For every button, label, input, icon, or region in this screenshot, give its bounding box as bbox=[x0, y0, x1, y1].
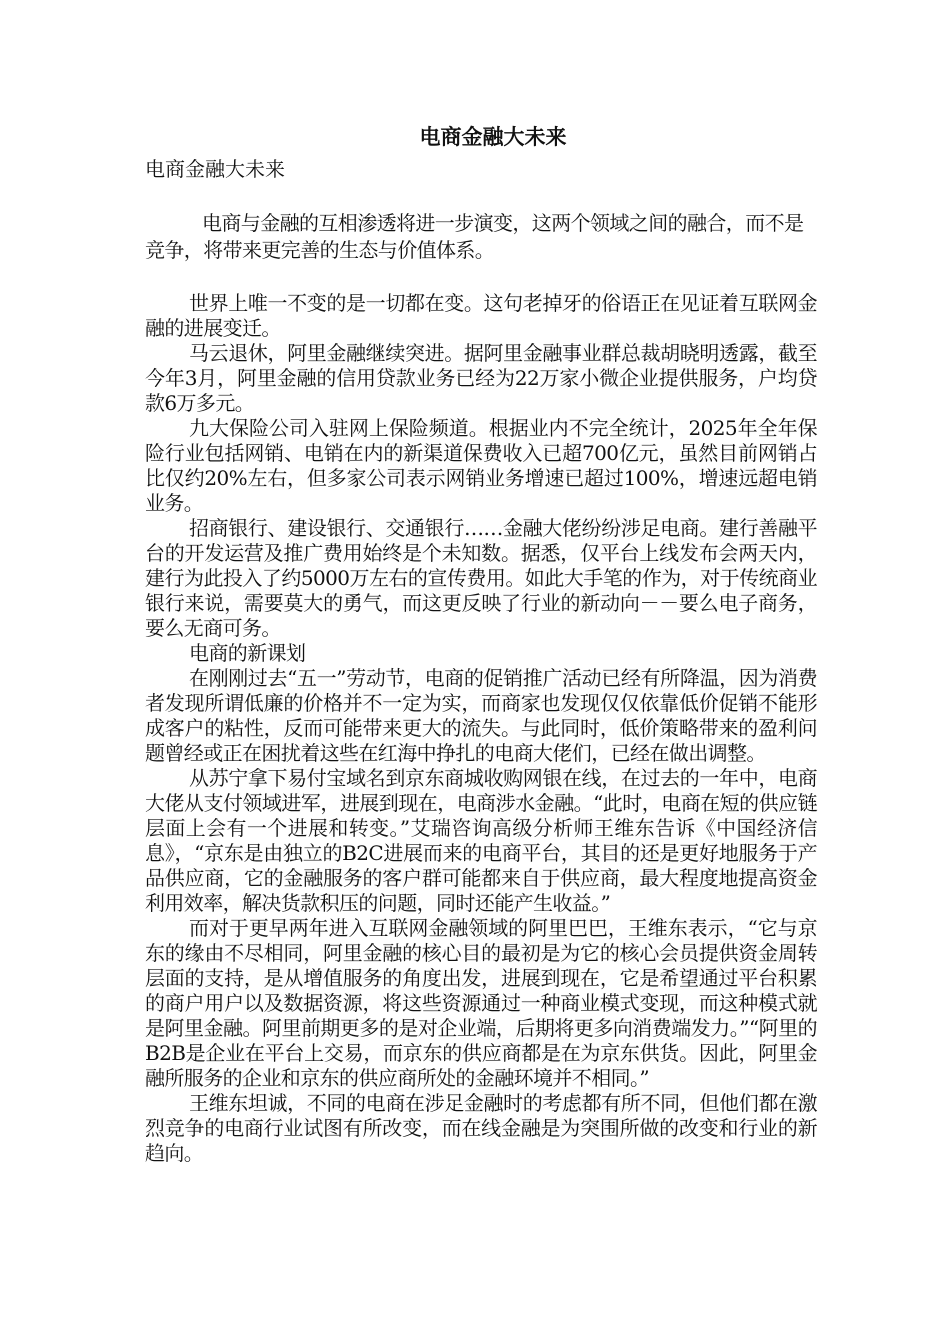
paragraph: 九大保险公司入驻网上保险频道。根据业内不完全统计，2025年全年保险行业包括网销、电销在内的新渠道保费收入已超700亿元，虽然目前网销占比仅约20%左右，但多家公司表示网销业务增速已超过100%，增速远超电销业务。 bbox=[145, 416, 817, 515]
document-subtitle: 电商金融大未来 bbox=[145, 157, 285, 181]
article-body bbox=[145, 291, 817, 1166]
document-page bbox=[145, 118, 817, 1166]
paragraph: 而对于更早两年进入互联网金融领域的阿里巴巴，王维东表示，“它与京东的缘由不尽相同，阿里金融的核心目的最初是为它的核心会员提供资金周转层面的支持，是从增值服务的角度出发，进展到现在，它是希望通过平台积累的商户用户以及数据资源，将这些资源通过一种商业模式变现，而这种模式就是阿里金融。阿里前期更多的是对企业端，后期将更多向消费端发力。”“阿里的B2B是企业在平台上交易，而京东的供应商都是在为京东供货。因此，阿里金融所服务的企业和京东的供应商所处的金融环境并不相同。” bbox=[145, 916, 817, 1090]
paragraph: 从苏宁拿下易付宝域名到京东商城收购网银在线，在过去的一年中，电商大佬从支付领域进军，进展到现在，电商涉水金融。“此时，电商在短的供应链层面上会有一个进展和转变。”艾瑞咨询高级分析师王维东告诉《中国经济信息》，“京东是由独立的B2C进展而来的电商平台，其目的还是更好地服务于产品供应商，它的金融服务的客户群可能都来自于供应商，最大程度地提高资金利用效率，解决货款积压的问题，同时还能产生收益。” bbox=[145, 766, 817, 915]
paragraph: 马云退休，阿里金融继续突进。据阿里金融事业群总裁胡晓明透露，截至今年3月，阿里金融的信用贷款业务已经为22万家小微企业提供服务，户均贷款6万多元。 bbox=[145, 341, 817, 415]
document-title: 电商金融大未来 bbox=[419, 125, 567, 149]
paragraph: 世界上唯一不变的是一切都在变。这句老掉牙的俗语正在见证着互联网金融的进展变迁。 bbox=[145, 291, 817, 340]
paragraph: 在刚刚过去“五一”劳动节，电商的促销推广活动已经有所降温，因为消费者发现所谓低廉的价格并不一定为实，而商家也发现仅仅依靠低价促销不能形成客户的粘性，反而可能带来更大的流失。与此同时，低价策略带来的盈利问题曾经或正在困扰着这些在红海中挣扎的电商大佬们，已经在做出调整。 bbox=[145, 666, 817, 765]
lead-paragraph: 电商与金融的互相渗透将进一步演变，这两个领域之间的融合，而不是竞争，将带来更完善的生态与价值体系。 bbox=[145, 211, 804, 262]
paragraph: 招商银行、建设银行、交通银行……金融大佬纷纷涉足电商。建行善融平台的开发运营及推广费用始终是个未知数。据悉，仅平台上线发布会两天内，建行为此投入了约5000万左右的宣传费用。如此大手笔的作为，对于传统商业银行来说，需要莫大的勇气，而这更反映了行业的新动向－－要么电子商务，要么无商可务。 bbox=[145, 516, 817, 640]
section-heading: 电商的新课划 bbox=[189, 641, 306, 665]
paragraph: 王维东坦诚，不同的电商在涉足金融时的考虑都有所不同，但他们都在激烈竞争的电商行业试图有所改变，而在线金融是为突围所做的改变和行业的新趋向。 bbox=[145, 1091, 817, 1165]
